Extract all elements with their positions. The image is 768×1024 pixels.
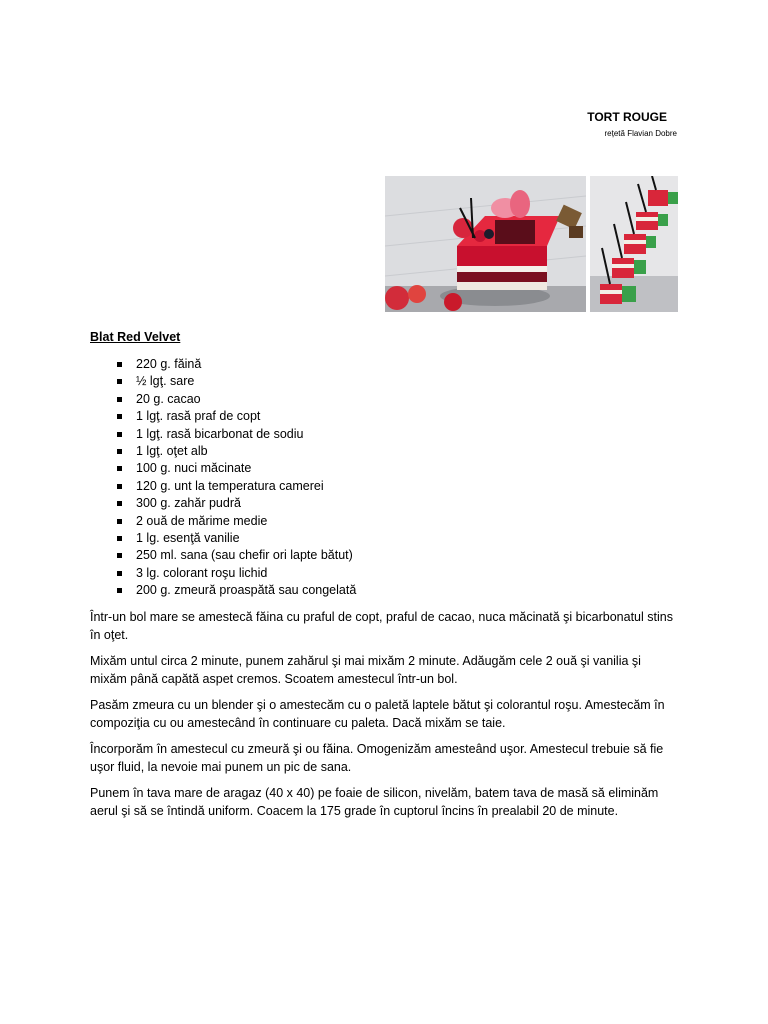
bullet-icon: [117, 484, 122, 489]
bullet-icon: [117, 414, 122, 419]
ingredient-item: [90, 443, 356, 460]
ingredient-text: 3 lg. colorant roşu lichid: [136, 565, 268, 580]
instruction-paragraph: Într-un bol mare se amestecă făina cu praful de copt, praful de cacao, nuca măcinată şi bicarbonatul stins în oţet.: [90, 610, 673, 642]
bullet-icon: [117, 571, 122, 576]
ingredient-text: 220 g. făină: [136, 357, 202, 371]
ingredient-item: [90, 530, 356, 547]
ingredient-item: [90, 513, 356, 530]
ingredient-item: [90, 356, 356, 373]
bullet-icon: [117, 553, 122, 558]
cake-slices-photo: [590, 176, 678, 312]
ingredient-text: 200 g. zmeură proaspătă sau congelată: [136, 583, 357, 598]
ingredient-item: [90, 478, 356, 495]
bullet-icon: [117, 362, 122, 367]
section-heading: Blat Red Velvet: [90, 330, 181, 344]
ingredient-text: 1 lgţ. rasă praf de copt: [136, 409, 261, 424]
ingredient-item: [90, 391, 356, 408]
ingredient-text: 1 lgţ. rasă bicarbonat de sodiu: [136, 426, 304, 441]
instruction-paragraph: Pasăm zmeura cu un blender şi o amestecăm cu o paletă laptele bătut şi colorantul roşu. Amestecăm în compoziţia cu ou amestecând în continuare cu paleta. Dacă mixăm se taie.: [90, 698, 665, 730]
ingredient-text: 120 g. unt la temperatura camerei: [136, 478, 324, 493]
ingredient-text: ½ lgţ. sare: [136, 374, 195, 389]
bullet-icon: [117, 432, 122, 437]
ingredient-text: 20 g. cacao: [136, 391, 201, 406]
instruction-paragraph: Mixăm untul circa 2 minute, punem zahărul şi mai mixăm 2 minute. Adăugăm cele 2 ouă şi vanilia şi mixăm până capătă aspet cremos. Scoatem amestecul într-un bol.: [90, 654, 641, 686]
ingredient-text: 100 g. nuci măcinate: [136, 461, 252, 476]
recipe-author: rețetă Flavian Dobre: [604, 129, 677, 138]
ingredient-text: 300 g. zahăr pudră: [136, 496, 241, 511]
recipe-title: TORT ROUGE: [587, 110, 667, 124]
bullet-icon: [117, 501, 122, 506]
ingredient-item: [90, 565, 356, 582]
ingredient-item: [90, 495, 356, 512]
instruction-paragraph: Încorporăm în amestecul cu zmeură şi ou făina. Omogenizăm amesteând uşor. Amestecul trebuie să fie uşor fluid, la nevoie mai punem un pic de sana.: [90, 742, 664, 774]
ingredient-item: [90, 373, 356, 390]
bullet-icon: [117, 519, 122, 524]
ingredient-item: [90, 460, 356, 477]
ingredient-item: [90, 408, 356, 425]
ingredient-text: 250 ml. sana (sau chefir ori lapte bătut): [136, 548, 353, 563]
instructions: [90, 608, 680, 828]
cake-photo: [385, 176, 586, 312]
ingredient-item: [90, 582, 356, 599]
ingredient-text: 1 lg. esenţă vanilie: [136, 530, 240, 545]
bullet-icon: [117, 466, 122, 471]
instruction-paragraph: Punem în tava mare de aragaz (40 x 40) pe foaie de silicon, nivelăm, batem tava de masă să eliminăm aerul şi să se întindă uniform. Coacem la 175 grade în cuptorul încins în prealabil 20 de minute.: [90, 786, 659, 818]
ingredient-item: [90, 426, 356, 443]
cake-photo-illustration: [385, 176, 586, 312]
ingredient-text: 2 ouă de mărime medie: [136, 513, 268, 528]
cake-slices-illustration: [590, 176, 678, 312]
bullet-icon: [117, 379, 122, 384]
ingredient-text: 1 lgţ. oţet alb: [136, 443, 208, 458]
ingredients-list: [90, 356, 356, 599]
bullet-icon: [117, 397, 122, 402]
ingredient-item: [90, 547, 356, 564]
bullet-icon: [117, 536, 122, 541]
bullet-icon: [117, 449, 122, 454]
bullet-icon: [117, 588, 122, 593]
